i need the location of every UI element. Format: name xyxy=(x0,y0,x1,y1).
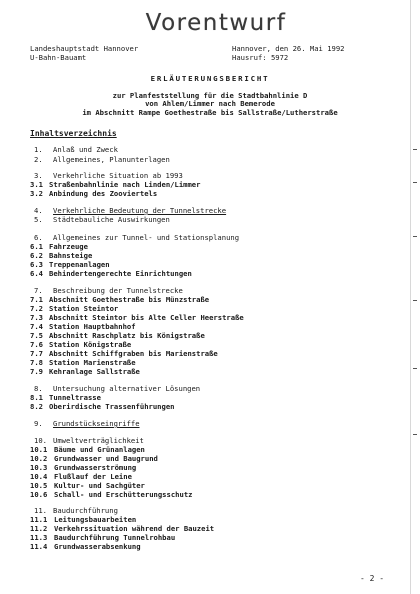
toc-entry-label: Flußlauf der Leine xyxy=(54,472,132,481)
toc-entry-number: 6.1 xyxy=(30,242,43,251)
toc-entry-label: Grundstückseingriffe xyxy=(53,419,140,428)
toc-entry-number: 8. xyxy=(34,384,43,393)
toc-entry-label: Grundwasserabsenkung xyxy=(54,542,141,551)
toc-entry xyxy=(30,270,192,278)
toc-entry-number: 10.6 xyxy=(30,490,48,499)
toc-entry-number: 2. xyxy=(34,155,43,164)
toc-entry-number: 7.2 xyxy=(30,304,43,313)
toc-entry-label: Abschnitt Raschplatz bis Königstraße xyxy=(49,331,205,340)
toc-entry-number: 11.2 xyxy=(30,524,48,533)
draft-stamp: Vorentwurf xyxy=(145,10,287,36)
toc-entry xyxy=(30,455,158,463)
toc-entry xyxy=(30,359,136,367)
toc-entry-label: Leitungsbauarbeiten xyxy=(54,515,137,524)
toc-entry-label: Baudurchführung xyxy=(53,506,118,515)
toc-entry-number: 10.4 xyxy=(30,472,48,481)
toc-entry-label: Verkehrliche Bedeutung der Tunnelstrecke xyxy=(53,206,227,215)
toc-entry xyxy=(30,368,140,376)
report-title: ERLÄUTERUNGSBERICHT xyxy=(150,74,270,83)
toc-entry xyxy=(34,287,183,295)
place-date: Hannover, den 26. Mai 1992 xyxy=(232,44,345,53)
toc-entry xyxy=(30,181,200,189)
toc-entry-number: 11.3 xyxy=(30,533,48,542)
toc-entry-label: Städtebauliche Auswirkungen xyxy=(53,215,170,224)
toc-entry xyxy=(30,543,141,551)
toc-entry-label: Grundwasserströmung xyxy=(54,463,137,472)
toc-entry xyxy=(30,394,101,402)
margin-mark xyxy=(413,149,417,150)
toc-entry-label: Bäume und Grünanlagen xyxy=(54,445,145,454)
toc-entry-label: Abschnitt Goethestraße bis Münzstraße xyxy=(49,295,210,304)
toc-entry xyxy=(30,252,92,260)
toc-entry xyxy=(30,464,136,472)
issuer-name: Landeshauptstadt Hannover xyxy=(30,44,139,53)
toc-entry-number: 11.1 xyxy=(30,515,48,524)
toc-entry xyxy=(30,341,131,349)
toc-entry-number: 3.1 xyxy=(30,180,43,189)
toc-entry xyxy=(30,516,136,524)
toc-entry-number: 6.3 xyxy=(30,260,43,269)
toc-entry-number: 7.8 xyxy=(30,358,43,367)
toc-entry-label: Kehranlage Sallstraße xyxy=(49,367,140,376)
toc-entry xyxy=(30,482,145,490)
toc-entry xyxy=(30,190,157,198)
toc-entry-number: 10.1 xyxy=(30,445,48,454)
toc-entry xyxy=(34,437,144,445)
toc-entry-number: 7.6 xyxy=(30,340,43,349)
toc-entry xyxy=(30,534,175,542)
toc-entry-label: Kultur- und Sachgüter xyxy=(54,481,145,490)
toc-entry xyxy=(30,491,192,499)
toc-entry-label: Fahrzeuge xyxy=(49,242,88,251)
toc-entry xyxy=(30,446,145,454)
toc-entry-number: 10. xyxy=(34,436,47,445)
toc-entry xyxy=(30,314,244,322)
toc-entry-label: Beschreibung der Tunnelstrecke xyxy=(53,286,183,295)
toc-entry-number: 6.2 xyxy=(30,251,43,260)
toc-entry-number: 7.4 xyxy=(30,322,43,331)
toc-entry-number: 9. xyxy=(34,419,43,428)
toc-entry-label: Verkehrssituation während der Bauzeit xyxy=(54,524,215,533)
toc-entry-label: Tunneltrasse xyxy=(49,393,101,402)
toc-entry-number: 7.7 xyxy=(30,349,43,358)
toc-entry-number: 3. xyxy=(34,171,43,180)
subject-line-2: von Ahlem/Limmer nach Bemerode xyxy=(145,99,275,109)
toc-entry-number: 6. xyxy=(34,233,43,242)
toc-entry xyxy=(30,473,132,481)
toc-entry xyxy=(30,350,218,358)
toc-entry-label: Anlaß und Zweck xyxy=(53,145,118,154)
toc-entry-number: 7.3 xyxy=(30,313,43,322)
toc-entry xyxy=(34,507,118,515)
toc-entry-label: Baudurchführung Tunnelrohbau xyxy=(54,533,176,542)
toc-entry-number: 10.5 xyxy=(30,481,48,490)
toc-entry-label: Behindertengerechte Einrichtungen xyxy=(49,269,192,278)
toc-entry xyxy=(30,243,88,251)
toc-entry-label: Straßenbahnlinie nach Linden/Limmer xyxy=(49,180,201,189)
toc-entry xyxy=(34,216,170,224)
toc-entry-number: 4. xyxy=(34,206,43,215)
margin-mark xyxy=(413,182,417,183)
toc-entry-number: 7. xyxy=(34,286,43,295)
margin-mark xyxy=(413,434,417,435)
toc-entry xyxy=(34,146,118,154)
toc-entry-number: 10.3 xyxy=(30,463,48,472)
toc-entry xyxy=(34,420,140,428)
toc-entry-label: Abschnitt Steintor bis Alte Celler Heerstraße xyxy=(49,313,244,322)
toc-entry-label: Schall- und Erschütterungsschutz xyxy=(54,490,193,499)
toc-entry xyxy=(34,172,183,180)
toc-entry xyxy=(30,305,118,313)
toc-entry xyxy=(34,207,226,215)
subject-line-3: im Abschnitt Rampe Goethestraße bis Sallstraße/Lutherstraße xyxy=(82,107,338,117)
toc-entry-number: 5. xyxy=(34,215,43,224)
toc-entry-label: Station Marienstraße xyxy=(49,358,136,367)
toc-heading: Inhaltsverzeichnis xyxy=(30,129,117,138)
margin-mark xyxy=(413,300,417,301)
toc-entry-number: 8.2 xyxy=(30,402,43,411)
toc-entry-label: Treppenanlagen xyxy=(49,260,110,269)
toc-entry xyxy=(30,332,205,340)
toc-entry-label: Oberirdische Trassenführungen xyxy=(49,402,175,411)
toc-entry-label: Station Hauptbahnhof xyxy=(49,322,136,331)
margin-mark xyxy=(413,236,417,237)
toc-entry-number: 3.2 xyxy=(30,189,43,198)
toc-entry-label: Verkehrliche Situation ab 1993 xyxy=(53,171,183,180)
toc-entry-number: 7.9 xyxy=(30,367,43,376)
toc-entry xyxy=(30,403,175,411)
toc-entry-label: Bahnsteige xyxy=(49,251,93,260)
toc-entry-label: Allgemeines zur Tunnel- und Stationsplanung xyxy=(53,233,240,242)
issuer-department: U-Bahn-Bauamt xyxy=(30,53,87,62)
toc-entry xyxy=(30,261,110,269)
toc-entry-label: Station Königstraße xyxy=(49,340,132,349)
subject-line-1: zur Planfeststellung für die Stadtbahnlinie D xyxy=(112,91,308,100)
toc-entry-number: 10.2 xyxy=(30,454,48,463)
toc-entry-label: Allgemeines, Planunterlagen xyxy=(53,155,170,164)
toc-entry-label: Station Steintor xyxy=(49,304,119,313)
toc-entry xyxy=(34,156,170,164)
toc-entry-label: Grundwasser und Baugrund xyxy=(54,454,158,463)
toc-entry-label: Abschnitt Schiffgraben bis Marienstraße xyxy=(49,349,218,358)
margin-mark xyxy=(413,368,417,369)
toc-entry xyxy=(34,234,239,242)
toc-entry-label: Untersuchung alternativer Lösungen xyxy=(53,384,201,393)
page-number: - 2 - xyxy=(360,574,385,583)
toc-entry-number: 6.4 xyxy=(30,269,43,278)
toc-entry xyxy=(30,323,136,331)
toc-entry-number: 7.1 xyxy=(30,295,43,304)
toc-entry-number: 1. xyxy=(34,145,43,154)
toc-entry-number: 11. xyxy=(34,506,47,515)
toc-entry xyxy=(34,385,200,393)
toc-entry-number: 11.4 xyxy=(30,542,48,551)
phone-extension: Hausruf: 5972 xyxy=(232,53,289,62)
toc-entry-label: Anbindung des Zooviertels xyxy=(49,189,158,198)
toc-entry-number: 8.1 xyxy=(30,393,43,402)
toc-entry xyxy=(30,296,209,304)
toc-entry-number: 7.5 xyxy=(30,331,43,340)
toc-entry-label: Umweltverträglichkeit xyxy=(53,436,144,445)
toc-entry xyxy=(30,525,214,533)
